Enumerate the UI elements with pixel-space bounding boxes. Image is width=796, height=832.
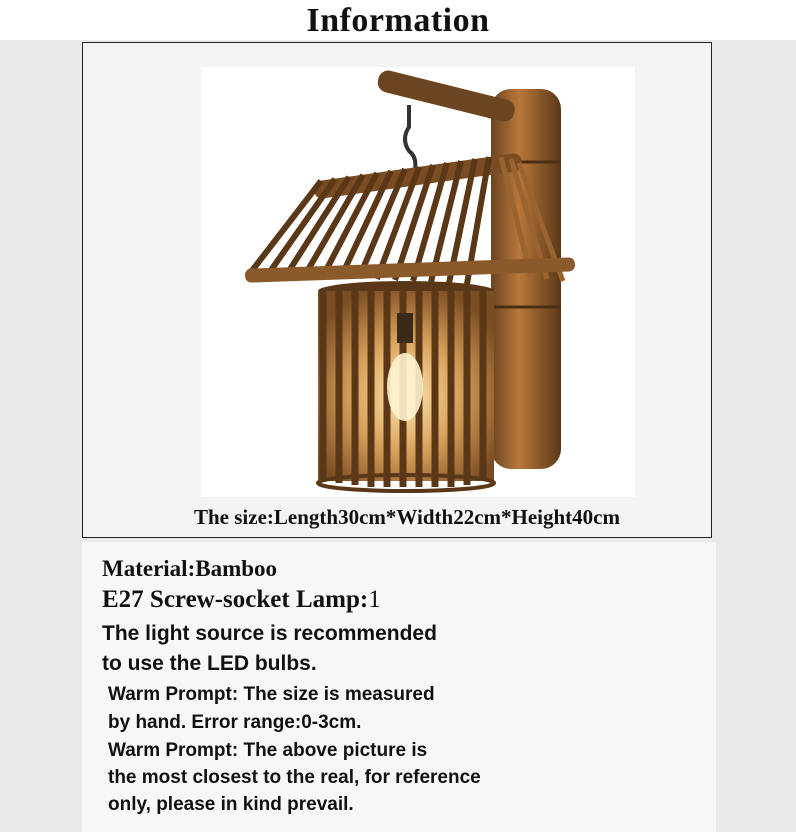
- size-caption: The size:Length30cm*Width22cm*Height40cm: [194, 505, 620, 529]
- lamp-socket-line: [102, 586, 381, 614]
- warm-prompt-1-line-2: by hand. Error range:0-3cm.: [108, 712, 362, 733]
- lamp-quantity: 1: [368, 586, 381, 613]
- header: [0, 0, 796, 40]
- light-source-line-1: The light source is recommended: [102, 622, 437, 645]
- warm-prompt-2-line-1: Warm Prompt: The above picture is: [108, 740, 428, 761]
- product-image-frame: [82, 42, 712, 538]
- lamp-socket-label: E27 Screw-socket Lamp:: [102, 586, 369, 613]
- warm-prompt-1-line-1: Warm Prompt: The size is measured: [108, 684, 435, 705]
- warm-prompt-2-line-3: only, please in kind prevail.: [108, 794, 354, 815]
- bamboo-lamp-photo: [201, 67, 635, 497]
- light-source-line-2: to use the LED bulbs.: [102, 652, 317, 675]
- bamboo-arm: [376, 68, 517, 123]
- product-details-box: [82, 542, 716, 832]
- warm-prompt-2-line-2: the most closest to the real, for reference: [108, 767, 481, 788]
- bamboo-wall-lamp-illustration: [201, 67, 635, 497]
- page-title: Information: [306, 2, 490, 39]
- bamboo-post: [491, 89, 561, 469]
- material-text: Material:Bamboo: [102, 556, 278, 581]
